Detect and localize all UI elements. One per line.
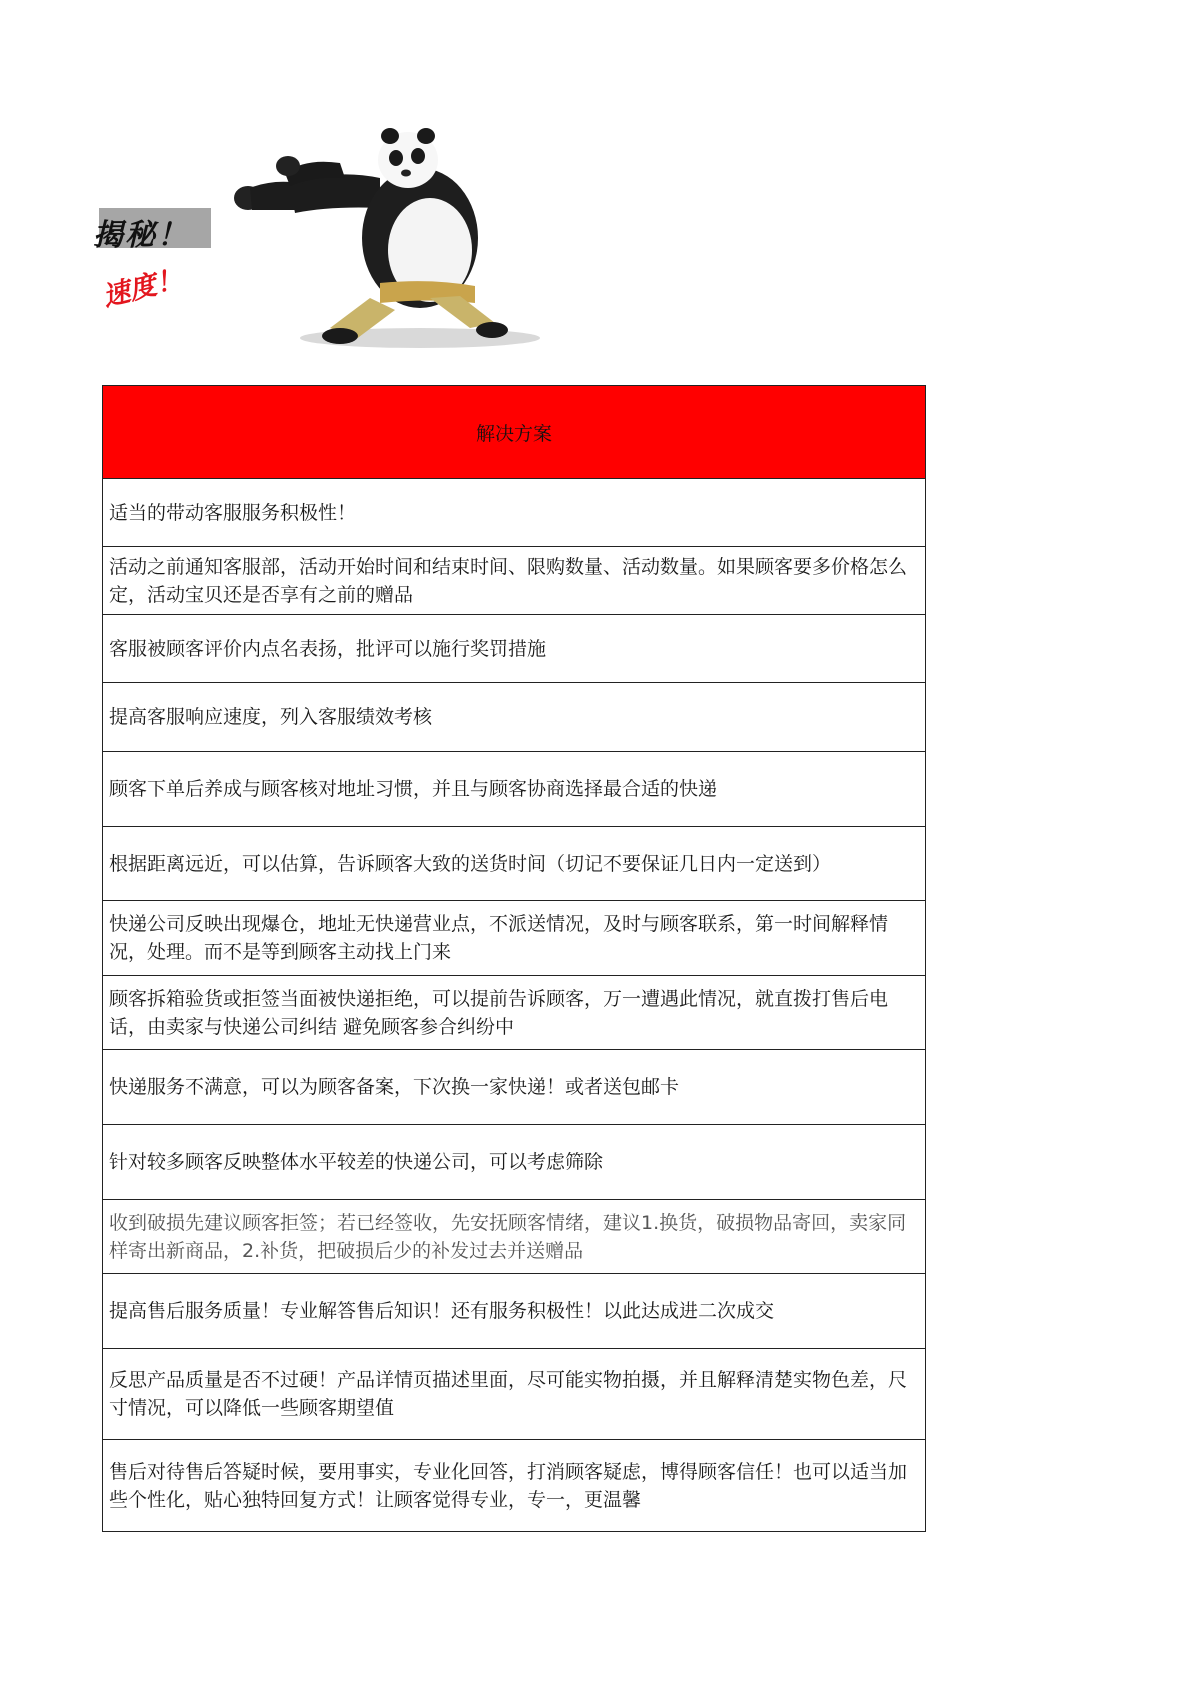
table-row: 提高售后服务质量！专业解答售后知识！还有服务积极性！以此达成进二次成交: [103, 1274, 925, 1349]
red-slogan: [96, 263, 186, 320]
table-row: 客服被顾客评价内点名表扬，批评可以施行奖罚措施: [103, 615, 925, 683]
table-row: 反思产品质量是否不过硬！产品详情页描述里面，尽可能实物拍摄，并且解释清楚实物色差，尺寸情况，可以降低一些顾客期望值: [103, 1349, 925, 1440]
table-header: 解决方案: [103, 386, 925, 479]
table-row: 根据距离远近，可以估算，告诉顾客大致的送货时间（切记不要保证几日内一定送到）: [103, 827, 925, 901]
table-row: 顾客下单后养成与顾客核对地址习惯，并且与顾客协商选择最合适的快递: [103, 752, 925, 827]
table-row: 提高客服响应速度，列入客服绩效考核: [103, 683, 925, 752]
table-row: 顾客拆箱验货或拒签当面被快递拒绝，可以提前告诉顾客，万一遭遇此情况，就直拨打售后电话，由卖家与快递公司纠结 避免顾客参合纠纷中: [103, 976, 925, 1050]
table-row: 针对较多顾客反映整体水平较差的快递公司，可以考虑筛除: [103, 1125, 925, 1200]
red-slogan-text: 速度！: [99, 263, 186, 313]
panda-illustration: [230, 118, 550, 353]
table-row: 适当的带动客服服务积极性！: [103, 479, 925, 547]
table-row: 活动之前通知客服部，活动开始时间和结束时间、限购数量、活动数量。如果顾客要多价格怎么定，活动宝贝还是否享有之前的赠品: [103, 547, 925, 615]
banner-strip: [93, 208, 211, 253]
banner-text: 揭秘！: [93, 218, 189, 253]
table-row: 收到破损先建议顾客拒签；若已经签收，先安抚顾客情绪，建议1.换货，破损物品寄回，卖家同样寄出新商品，2.补货，把破损后少的补发过去并送赠品: [103, 1200, 925, 1274]
solution-table: [102, 385, 926, 1532]
table-row: 售后对待售后答疑时候，要用事实，专业化回答，打消顾客疑虑，博得顾客信任！也可以适当加些个性化，贴心独特回复方式！让顾客觉得专业，专一，更温馨: [109, 1460, 908, 1511]
table-row: 快递服务不满意，可以为顾客备案，下次换一家快递！或者送包邮卡: [103, 1050, 925, 1125]
table-row: 快递公司反映出现爆仓，地址无快递营业点，不派送情况，及时与顾客联系，第一时间解释情况，处理。而不是等到顾客主动找上门来: [103, 901, 925, 976]
